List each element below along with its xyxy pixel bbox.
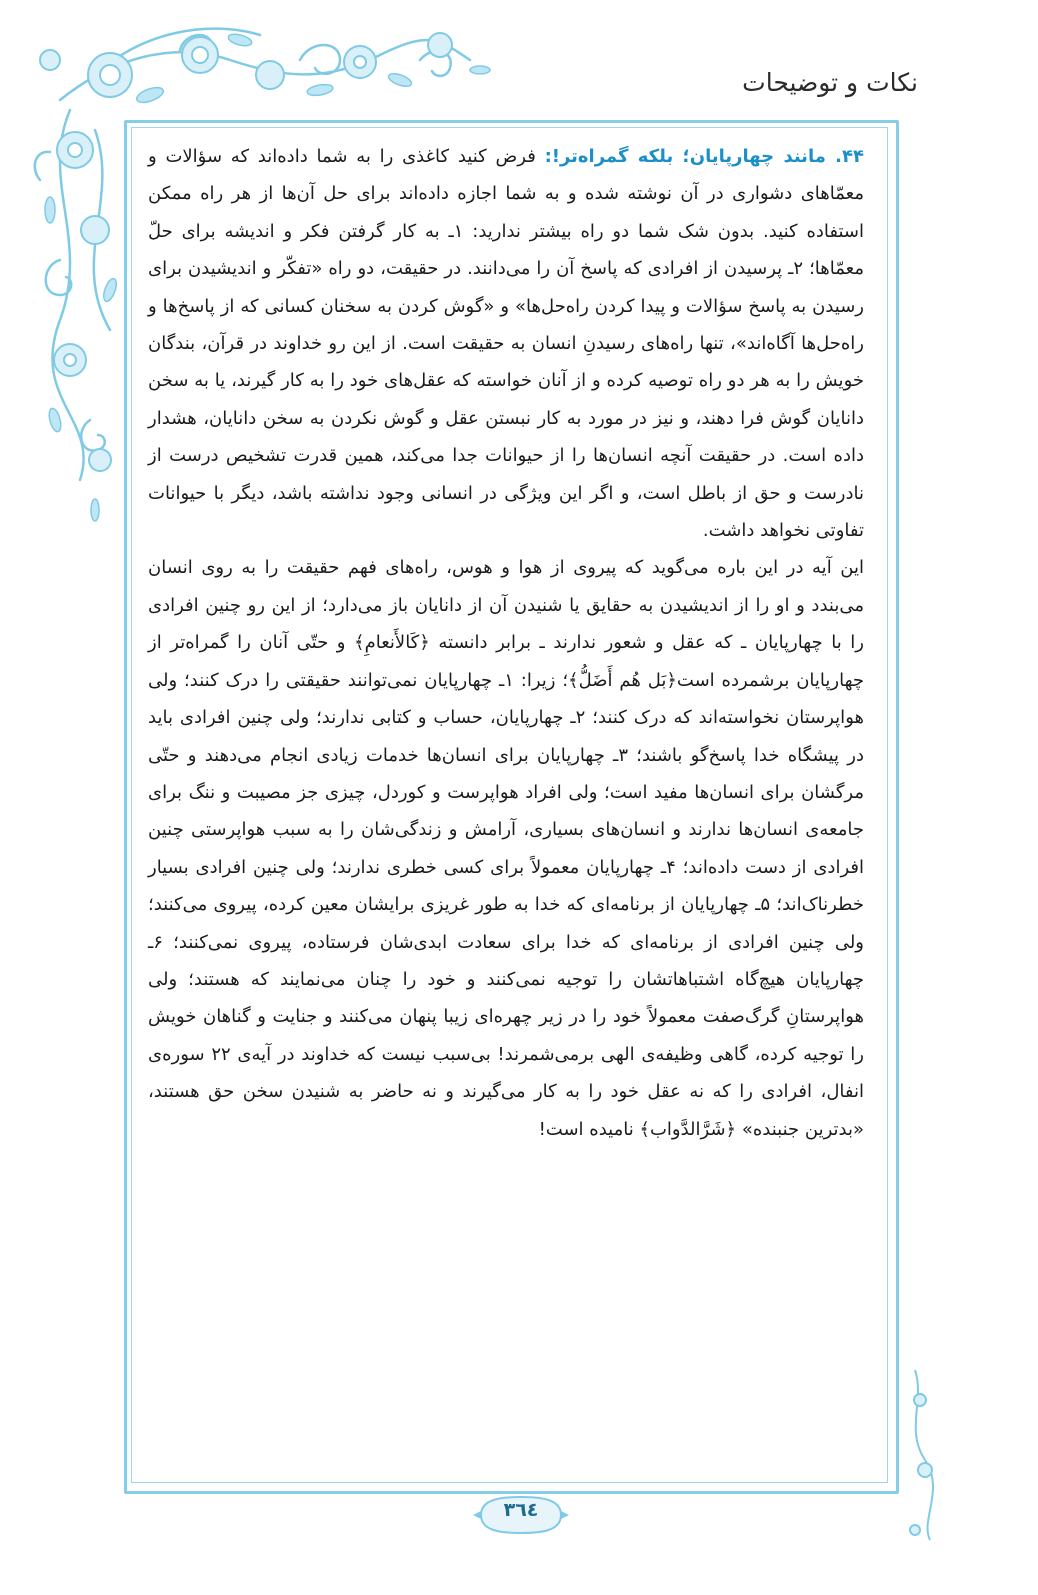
page-number: ٣٦٤ (503, 1499, 539, 1521)
note-heading: ۴۴. مانند چهارپایان؛ بلکه گمراه‌تر!: (544, 146, 864, 167)
paragraph-1 (148, 138, 864, 549)
section-title: نکات و توضیحات (742, 68, 918, 97)
main-text (148, 138, 864, 1148)
paragraph-2: این آیه در این باره می‌گوید که پیروی از هوا و هوس، راه‌های فهم حقیقت را به روی انسان می‌بندد و او را از اندیشیدن به حقایق یا شنیدن آن از دانایان باز می‌دارد؛ از این رو چنین افرادی را با چهارپایان ـ که عقل و شعور ندارند ـ برابر دانسته ﴿كَالأَنعامِ﴾ و حتّی آنان را گمراه‌تر از چهارپایان برشمرده است﴿بَل هُم أَضَلُّ﴾؛ زیرا: ۱ـ چهارپایان نمی‌توانند حقیقتی را درک کنند؛ ولی هواپرستان نخواسته‌اند که درک کنند؛ ۲ـ چهارپایان، حساب و کتابی ندارند؛ ولی چنین افرادی باید در پیشگاه خدا پاسخ‌گو باشند؛ ۳ـ چهارپایان برای انسان‌ها خدمات زیادی انجام می‌دهند و حتّی مرگشان برای انسان‌ها مفید است؛ ولی افراد هواپرست و کوردل، چیزی جز مصیبت و ننگ برای جامعه‌ی انسان‌ها ندارند و انسان‌های بسیاری، آرامش و زندگی‌شان را به سبب هواپرستی چنین افرادی از دست داده‌اند؛ ۴ـ چهارپایان معمولاً برای کسی خطری ندارند؛ ولی چنین افرادی بسیار خطرناک‌اند؛ ۵ـ چهارپایان از برنامه‌ای که خدا به طور غریزی برایشان معین کرده، پیروی می‌کنند؛ ولی چنین افرادی از برنامه‌ای که خدا برای سعادت ابدی‌شان فرستاده، پیروی نمی‌کنند؛ ۶ـ چهارپایان هیچ‌گاه اشتباهاتشان را توجیه نمی‌کنند و خود را چنان می‌نمایند که هستند؛ ولی هواپرستانِ گرگ‌صفت معمولاً خود را در زیر چهره‌ای زیبا پنهان می‌کنند و جنایت و گناهان خویش را توجیه کرده، گاهی وظیفه‌ی الهی برمی‌شمرند! بی‌سبب نیست که خداوند در آیه‌ی ۲۲ سوره‌ی انفال، افرادی را که نه عقل خود را به کار می‌گیرند و نه حاضر به شنیدن سخن حق هستند، «بدترین جنبنده» ﴿شَرَّالدَّواب﴾ نامیده است! (148, 557, 864, 1140)
page-number-badge (471, 1493, 571, 1537)
paragraph-1-text: فرض کنید کاغذی را به شما داده‌اند که سؤالات و معمّاهای دشواری در آن نوشته شده و به شما اجازه داده‌اند برای حل آن‌ها از هر راه ممکن استفاده کنید. بدون شک شما دو راه بیشتر ندارید: ۱ـ به کار گرفتن فکر و اندیشه برای حلّ معمّاها؛ ۲ـ پرسیدن از افرادی که پاسخ آن را می‌دانند. در حقیقت، دو راه «تفکّر و اندیشیدن برای رسیدن به پاسخ سؤالات و پیدا کردن راه‌حل‌ها» و «گوش کردن به سخنان کسانی که از پاسخ‌ها و راه‌حل‌ها آگاه‌اند»، تنها راه‌های رسیدنِ انسان به حقیقت است. از این رو خداوند در قرآن، بندگان خویش را به هر دو راه توصیه کرده و از آنان خواسته که عقل‌های خود را به کار گیرند، یا به سخن دانایان گوش فرا دهند، و نیز در مورد به کار نبستن عقل و گوش نکردن به سخن دانایان، هشدار داده است. در حقیقت آنچه انسان‌ها را از حیوانات جدا می‌کند، همین قدرت تشخیص درست از نادرست و حق از باطل است، و اگر این ویژگی در انسانی وجود نداشته باشد، دیگر با حیوانات تفاوتی نخواهد داشت. (148, 146, 864, 542)
